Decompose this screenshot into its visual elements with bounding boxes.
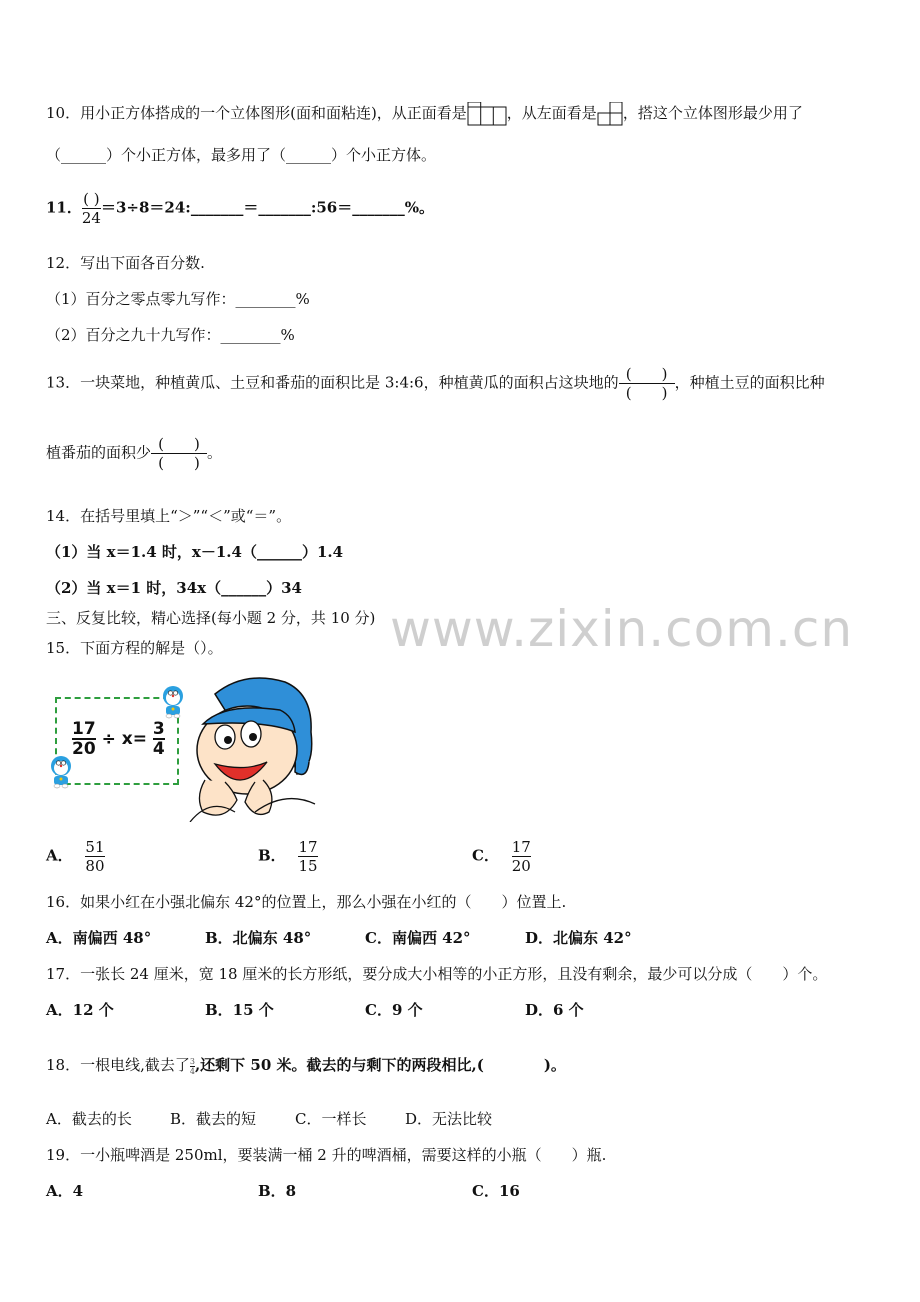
q16-option-b[interactable]: B．北偏东 48° xyxy=(205,929,312,947)
q13-text-1: 13．一块菜地，种植黄瓜、土豆和番茄的面积比是 3:4:6，种植黄瓜的面积占这块地的 xyxy=(46,373,619,392)
q18-frac-num: 3 xyxy=(189,1056,195,1066)
q19-option-c[interactable]: C．16 xyxy=(472,1182,520,1200)
eq-right-den: 4 xyxy=(152,739,165,759)
q13-fraction-2 xyxy=(151,435,207,472)
q11-number: 11． xyxy=(46,198,82,217)
q15-option-b-label: B． xyxy=(258,846,286,865)
q15-option-a-num: 51 xyxy=(85,838,105,856)
q17-option-d[interactable]: D．6 个 xyxy=(525,1001,584,1019)
watermark: www.zixin.com.cn xyxy=(390,600,854,658)
q11-frac-den: 24 xyxy=(81,209,101,227)
q11-fraction xyxy=(82,190,101,227)
q10-text-1: 10．用小正方体搭成的一个立体图形(面和面粘连)，从正面看是 xyxy=(46,104,467,122)
q13-text-4: 。 xyxy=(207,443,223,462)
q15-option-c-num: 17 xyxy=(511,838,531,856)
q11-frac-num: ( ) xyxy=(83,190,100,208)
cartoon-boy-illustration xyxy=(185,672,320,822)
q19-option-b[interactable]: B．8 xyxy=(258,1182,297,1200)
q15-option-c[interactable] xyxy=(472,838,531,875)
q15-option-c-den: 20 xyxy=(511,857,531,875)
q17-title: 17．一张长 24 厘米，宽 18 厘米的长方形纸，要分成大小相等的小正方形，且没有剩余，最少可以分成（ ）个。 xyxy=(46,965,828,983)
q10-text-3: ，搭这个立体图形最少用了 xyxy=(622,104,803,122)
q13-line2 xyxy=(46,435,222,472)
q18-option-b[interactable]: B．截去的短 xyxy=(170,1110,257,1128)
q19-option-a[interactable]: A．4 xyxy=(46,1182,84,1200)
q19-title: 19．一小瓶啤酒是 250ml，要装满一桶 2 升的啤酒桶，需要这样的小瓶（ ）瓶. xyxy=(46,1146,607,1164)
q10-line1 xyxy=(46,102,803,126)
doraemon-icon xyxy=(160,685,186,719)
q11-rest: ＝3÷8＝24:_______＝_______:56＝_______%。 xyxy=(100,198,434,217)
q18-option-a[interactable]: A．截去的长 xyxy=(46,1110,132,1128)
q18-option-c[interactable]: C．一样长 xyxy=(295,1110,367,1128)
q15-option-a-fraction xyxy=(85,838,104,875)
eq-left-fraction xyxy=(72,720,96,758)
q11-line xyxy=(46,190,434,227)
doraemon-icon xyxy=(48,755,74,789)
q10-line2: （______）个小正方体，最多用了（______）个小正方体。 xyxy=(46,146,437,164)
equation xyxy=(72,720,165,758)
q14-b: （2）当 x＝1 时，34x（______）34 xyxy=(46,579,302,597)
q15-option-c-fraction xyxy=(512,838,531,875)
q16-option-c[interactable]: C．南偏西 42° xyxy=(365,929,471,947)
eq-right-num: 3 xyxy=(152,719,165,739)
eq-left-den: 20 xyxy=(72,739,96,759)
q17-option-b[interactable]: B．15 个 xyxy=(205,1001,274,1019)
q15-option-b[interactable] xyxy=(258,838,318,875)
q18-line xyxy=(46,1055,566,1076)
q15-option-b-num: 17 xyxy=(298,838,318,856)
q18-option-d[interactable]: D．无法比较 xyxy=(405,1110,493,1128)
q14-a: （1）当 x＝1.4 时，x－1.4（______）1.4 xyxy=(46,543,344,561)
q18-frac-den: 4 xyxy=(189,1066,195,1076)
q14-title: 14．在括号里填上“＞”“＜”或“＝”。 xyxy=(46,507,292,525)
q13-blank-4: ( ) xyxy=(158,454,200,472)
q17-option-a[interactable]: A．12 个 xyxy=(46,1001,114,1019)
q15-option-a-den: 80 xyxy=(85,857,105,875)
q12-a: （1）百分之零点零九写作：________% xyxy=(46,290,310,308)
left-view-figure xyxy=(597,102,623,126)
q15-option-a[interactable] xyxy=(46,838,105,875)
q12-b: （2）百分之九十九写作：________% xyxy=(46,326,295,344)
eq-left-num: 17 xyxy=(72,719,96,739)
section-3-heading: 三、反复比较，精心选择(每小题 2 分，共 10 分) xyxy=(46,609,376,627)
q12-title: 12．写出下面各百分数. xyxy=(46,254,205,272)
q15-option-a-label: A． xyxy=(46,846,73,865)
q15-title: 15．下面方程的解是（）。 xyxy=(46,639,223,657)
q13-blank-1: ( ) xyxy=(625,365,668,383)
eq-right-fraction xyxy=(153,720,165,758)
q10-text-2: ，从左面看是 xyxy=(506,104,597,122)
q13-text-2: ，种植土豆的面积比种 xyxy=(674,373,825,392)
q16-title: 16．如果小红在小强北偏东 42°的位置上，那么小强在小红的（ ）位置上. xyxy=(46,893,567,911)
q13-line1 xyxy=(46,365,825,402)
q15-option-b-den: 15 xyxy=(298,857,318,875)
q16-option-d[interactable]: D．北偏东 42° xyxy=(525,929,632,947)
q15-option-c-label: C． xyxy=(472,846,499,865)
front-view-figure xyxy=(467,102,507,126)
q18-text-1: 18．一根电线,截去了 xyxy=(46,1056,190,1074)
q17-option-c[interactable]: C．9 个 xyxy=(365,1001,423,1019)
q13-blank-2: ( ) xyxy=(625,384,668,402)
q13-text-3: 植番茄的面积少 xyxy=(46,443,152,462)
q16-option-a[interactable]: A．南偏西 48° xyxy=(46,929,152,947)
q13-fraction-1 xyxy=(619,365,675,402)
q15-option-b-fraction xyxy=(298,838,317,875)
q18-text-2: ,还剩下 50 米。截去的与剩下的两段相比,( )。 xyxy=(194,1056,566,1074)
q13-blank-3: ( ) xyxy=(158,435,200,453)
eq-operator: ÷ x= xyxy=(101,729,147,749)
